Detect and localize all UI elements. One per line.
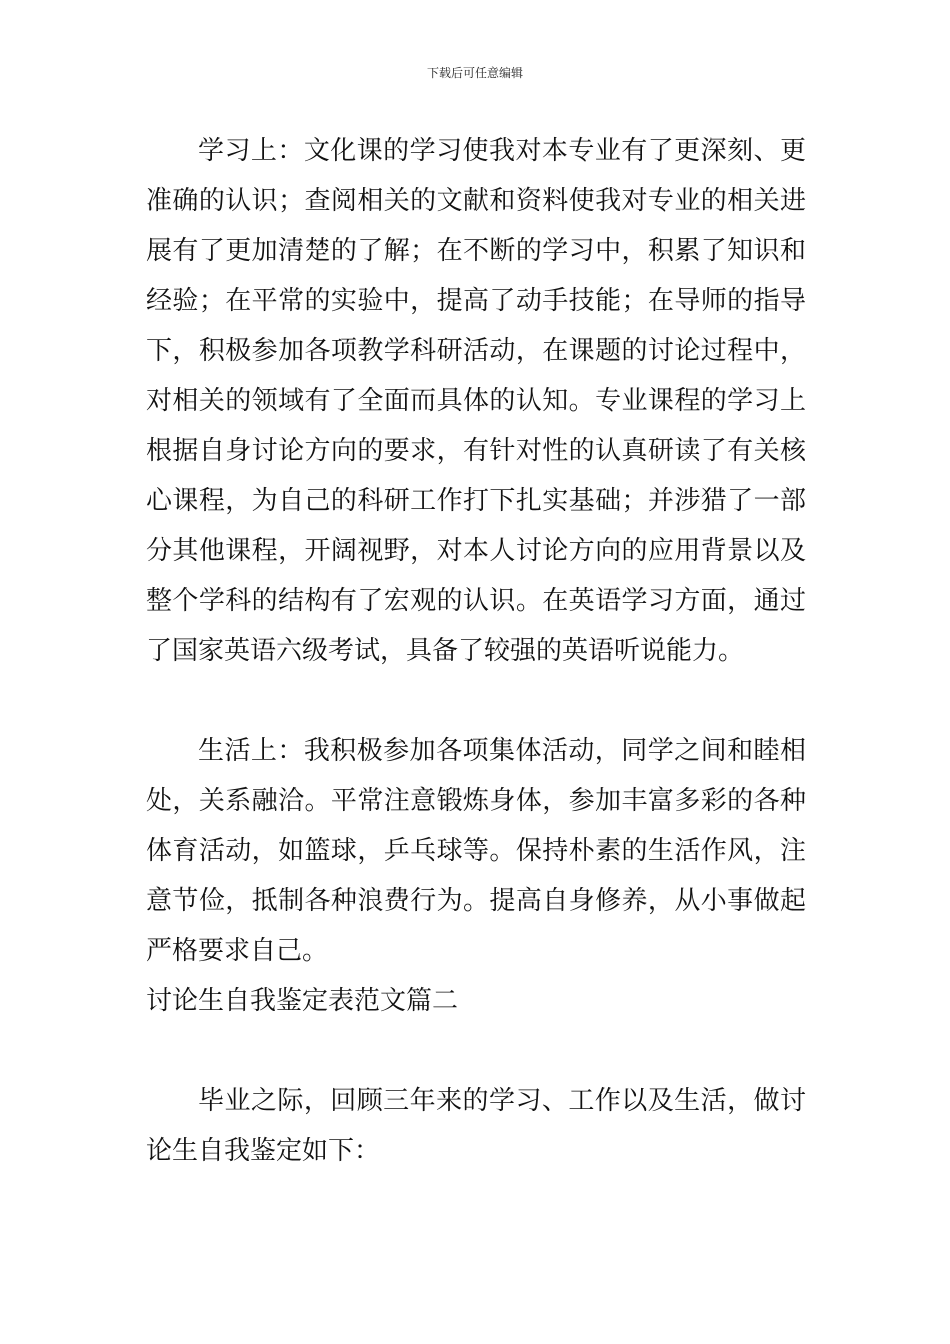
page-header: 下载后可任意编辑 <box>426 66 523 80</box>
paragraph-intro: 毕业之际，回顾三年来的学习、工作以及生活，做讨论生自我鉴定如下： <box>146 1086 806 1166</box>
paragraph-life: 生活上：我积极参加各项集体活动，同学之间和睦相处，关系融洽。平常注意锻炼身体，参加丰富多彩的各种体育活动，如篮球，乒乓球等。保持朴素的生活作风，注意节俭，抵制各种浪费行为。提高自身修养，从小事做起严格要求自己。 <box>146 736 806 966</box>
paragraph-study: 学习上：文化课的学习使我对本专业有了更深刻、更准确的认识；查阅相关的文献和资料使我对专业的相关进展有了更加清楚的了解；在不断的学习中，积累了知识和经验；在平常的实验中，提高了动手技能；在导师的指导下，积极参加各项教学科研活动，在课题的讨论过程中，对相关的领域有了全面而具体的认知。专业课程的学习上根据自身讨论方向的要求，有针对性的认真研读了有关核心课程，为自己的科研工作打下扎实基础；并涉猎了一部分其他课程，开阔视野，对本人讨论方向的应用背景以及整个学科的结构有了宏观的认识。在英语学习方面，通过了国家英语六级考试，具备了较强的英语听说能力。 <box>146 136 806 666</box>
paragraph-spacer <box>146 1026 806 1076</box>
document-body <box>146 126 806 1176</box>
paragraph-spacer <box>146 676 806 726</box>
section-heading: 讨论生自我鉴定表范文篇二 <box>146 986 459 1016</box>
